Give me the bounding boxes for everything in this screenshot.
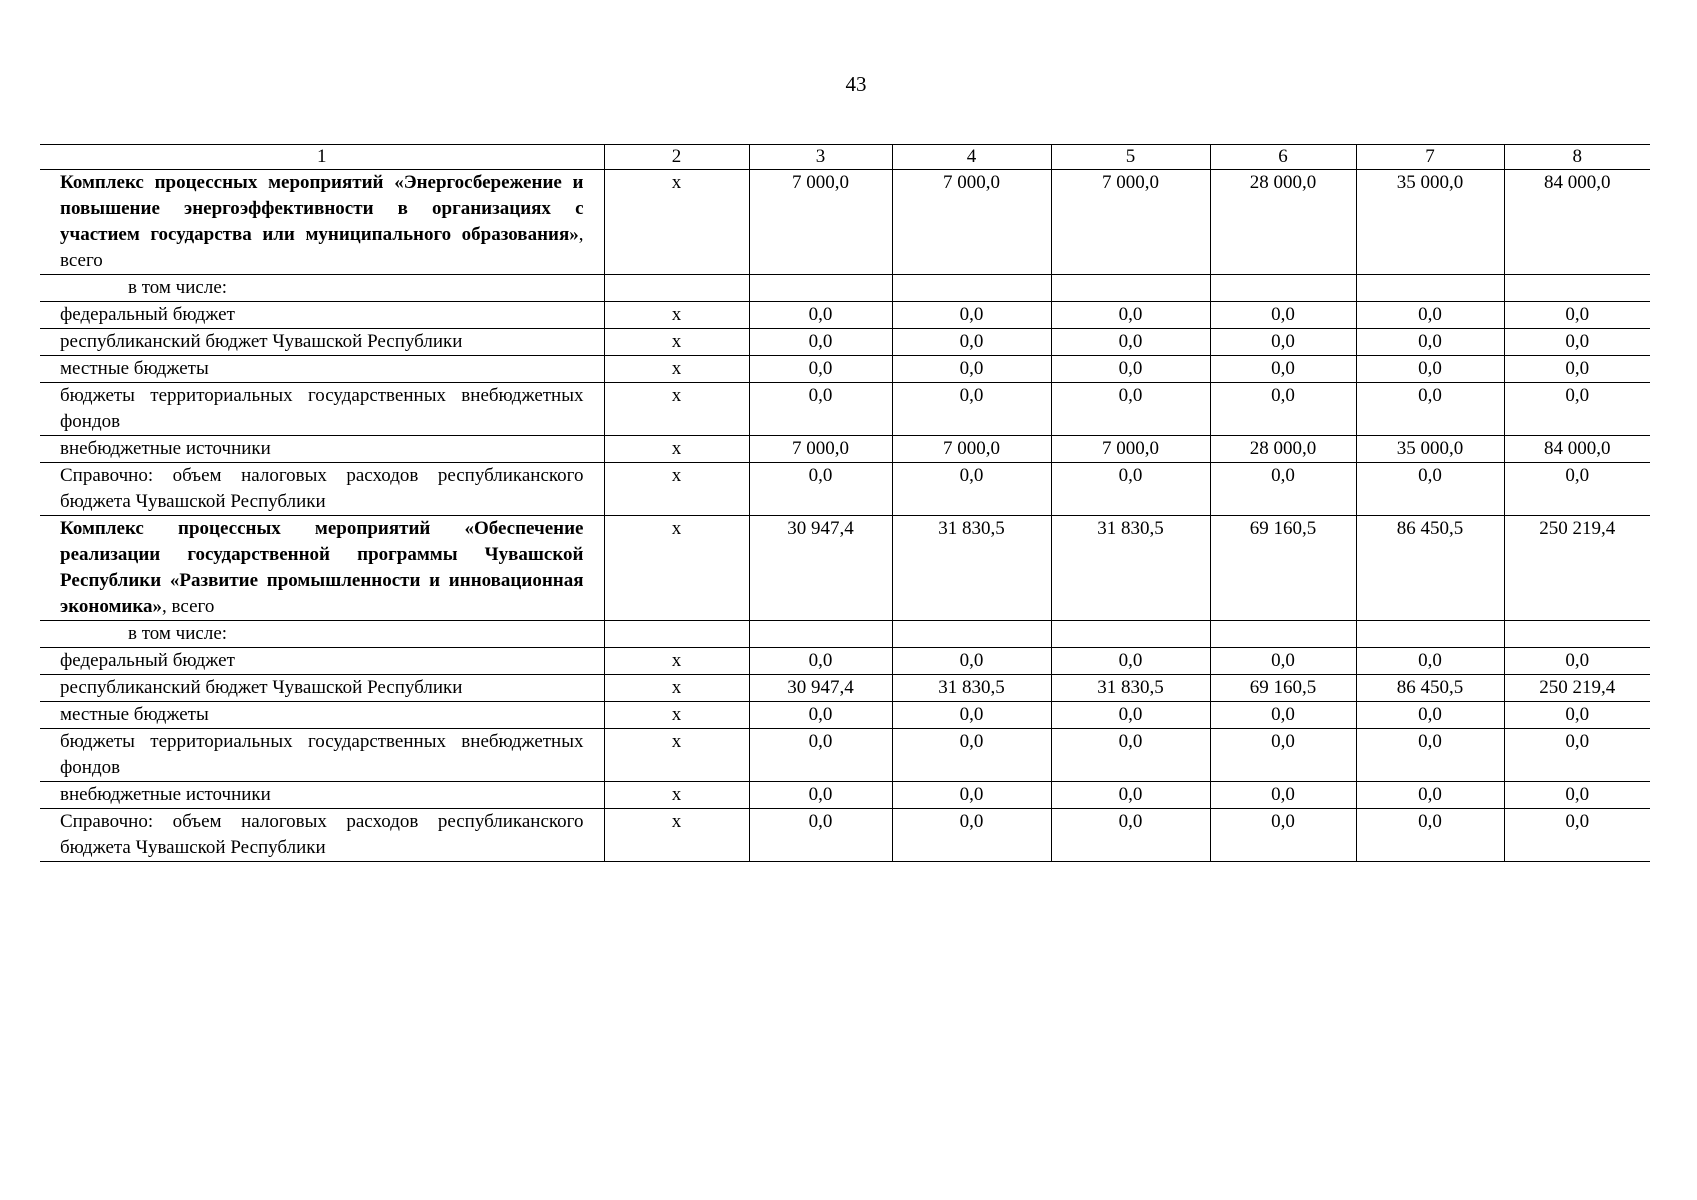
cell-value [749, 621, 892, 648]
column-header: 4 [892, 145, 1051, 170]
cell-value: 7 000,0 [892, 436, 1051, 463]
cell-value: 0,0 [892, 302, 1051, 329]
row-label [40, 329, 604, 356]
cell-value: 0,0 [892, 782, 1051, 809]
cell-value: 0,0 [1356, 702, 1504, 729]
cell-value [1051, 275, 1210, 302]
cell-value: 0,0 [1210, 356, 1356, 383]
row-label-suffix: , всего [162, 596, 215, 617]
column-header: 5 [1051, 145, 1210, 170]
cell-column-2 [604, 621, 749, 648]
cell-value [892, 621, 1051, 648]
row-label-text: Справочно: объем налоговых расходов республиканского бюджета Чувашской Республики [60, 465, 584, 512]
cell-column-2 [604, 275, 749, 302]
table-row [40, 516, 1650, 621]
table-row [40, 302, 1650, 329]
cell-value: 0,0 [749, 809, 892, 862]
cell-value: 0,0 [749, 302, 892, 329]
cell-value: 0,0 [1051, 809, 1210, 862]
cell-value: 0,0 [1051, 329, 1210, 356]
cell-value: 0,0 [1504, 809, 1650, 862]
cell-value: 0,0 [1051, 648, 1210, 675]
row-label [40, 702, 604, 729]
cell-column-2: х [604, 702, 749, 729]
cell-value: 0,0 [892, 356, 1051, 383]
cell-value: 7 000,0 [892, 170, 1051, 275]
cell-value: 86 450,5 [1356, 516, 1504, 621]
table-row [40, 782, 1650, 809]
row-label [40, 275, 604, 302]
cell-value [1356, 621, 1504, 648]
row-label [40, 170, 604, 275]
cell-column-2: х [604, 329, 749, 356]
cell-value: 0,0 [1356, 383, 1504, 436]
row-label [40, 809, 604, 862]
column-header: 7 [1356, 145, 1504, 170]
column-number-header-row [40, 145, 1650, 170]
row-label-text: республиканский бюджет Чувашской Республики [60, 331, 463, 352]
cell-value: 0,0 [749, 729, 892, 782]
cell-value: 84 000,0 [1504, 436, 1650, 463]
cell-value: 0,0 [1210, 729, 1356, 782]
cell-value: 0,0 [1504, 729, 1650, 782]
cell-value: 86 450,5 [1356, 675, 1504, 702]
row-label [40, 648, 604, 675]
column-header: 2 [604, 145, 749, 170]
row-label [40, 302, 604, 329]
cell-value: 0,0 [1504, 782, 1650, 809]
table-row [40, 329, 1650, 356]
row-label-suffix: , всего [60, 224, 584, 271]
cell-value [1210, 621, 1356, 648]
cell-value: 7 000,0 [1051, 436, 1210, 463]
cell-value [1504, 275, 1650, 302]
cell-value: 28 000,0 [1210, 436, 1356, 463]
column-header: 1 [40, 145, 604, 170]
cell-column-2: х [604, 436, 749, 463]
row-label [40, 782, 604, 809]
table-row [40, 383, 1650, 436]
column-header: 8 [1504, 145, 1650, 170]
cell-column-2: х [604, 729, 749, 782]
cell-value: 30 947,4 [749, 675, 892, 702]
cell-value: 0,0 [1356, 329, 1504, 356]
row-label [40, 356, 604, 383]
row-label-text: бюджеты территориальных государственных внебюджетных фондов [60, 385, 584, 432]
cell-value: 31 830,5 [892, 516, 1051, 621]
row-label [40, 729, 604, 782]
cell-value: 31 830,5 [892, 675, 1051, 702]
cell-value: 69 160,5 [1210, 516, 1356, 621]
cell-value: 0,0 [892, 383, 1051, 436]
row-label [40, 383, 604, 436]
row-label-text: республиканский бюджет Чувашской Республики [60, 677, 463, 698]
table-row [40, 170, 1650, 275]
cell-value: 0,0 [1051, 702, 1210, 729]
cell-value: 0,0 [1210, 383, 1356, 436]
row-label-text: федеральный бюджет [60, 650, 235, 671]
cell-value [749, 275, 892, 302]
cell-value: 0,0 [1356, 302, 1504, 329]
cell-value: 0,0 [749, 782, 892, 809]
cell-value [1210, 275, 1356, 302]
cell-value: 0,0 [1356, 782, 1504, 809]
cell-column-2: х [604, 383, 749, 436]
row-label-text: бюджеты территориальных государственных внебюджетных фондов [60, 731, 584, 778]
cell-value: 31 830,5 [1051, 516, 1210, 621]
cell-value: 0,0 [1210, 329, 1356, 356]
cell-value: 0,0 [749, 463, 892, 516]
cell-column-2: х [604, 516, 749, 621]
cell-value: 0,0 [1210, 809, 1356, 862]
cell-value: 0,0 [1210, 702, 1356, 729]
cell-value: 0,0 [1051, 302, 1210, 329]
cell-value: 0,0 [892, 809, 1051, 862]
cell-value: 0,0 [1504, 329, 1650, 356]
cell-value: 0,0 [1210, 463, 1356, 516]
cell-value [1504, 621, 1650, 648]
cell-value [1356, 275, 1504, 302]
budget-table [40, 144, 1650, 862]
table-row [40, 648, 1650, 675]
cell-value: 0,0 [892, 729, 1051, 782]
cell-value: 250 219,4 [1504, 675, 1650, 702]
cell-value: 0,0 [1210, 648, 1356, 675]
row-label [40, 463, 604, 516]
cell-column-2: х [604, 675, 749, 702]
cell-value: 0,0 [1504, 356, 1650, 383]
cell-column-2: х [604, 463, 749, 516]
row-label-text: федеральный бюджет [60, 304, 235, 325]
table-row [40, 675, 1650, 702]
table-row [40, 702, 1650, 729]
row-label-bold: Комплекс процессных мероприятий «Обеспечение реализации государственной программы Чувашской Республики «Развитие промышленности и инновационная экономика» [60, 518, 584, 617]
table-row [40, 356, 1650, 383]
row-label [40, 436, 604, 463]
cell-value: 0,0 [892, 702, 1051, 729]
cell-value: 7 000,0 [749, 170, 892, 275]
cell-value: 0,0 [1504, 463, 1650, 516]
cell-value: 0,0 [1210, 782, 1356, 809]
cell-value: 0,0 [1504, 302, 1650, 329]
row-label-text: Справочно: объем налоговых расходов республиканского бюджета Чувашской Республики [60, 811, 584, 858]
cell-value: 0,0 [892, 463, 1051, 516]
cell-value: 0,0 [1051, 383, 1210, 436]
table-row [40, 809, 1650, 862]
row-label-text: в том числе: [128, 277, 228, 298]
cell-value: 0,0 [1504, 383, 1650, 436]
cell-column-2: х [604, 648, 749, 675]
cell-value [1051, 621, 1210, 648]
cell-value [892, 275, 1051, 302]
cell-value: 0,0 [1356, 729, 1504, 782]
cell-value: 0,0 [1051, 356, 1210, 383]
row-label-text: местные бюджеты [60, 704, 209, 725]
cell-column-2: х [604, 782, 749, 809]
cell-value: 0,0 [892, 329, 1051, 356]
table-row [40, 621, 1650, 648]
row-label [40, 621, 604, 648]
row-label-bold: Комплекс процессных мероприятий «Энергосбережение и повышение энергоэффективности в организациях с участием государства или муниципального образования» [60, 172, 584, 245]
cell-value: 0,0 [1051, 782, 1210, 809]
cell-value: 31 830,5 [1051, 675, 1210, 702]
cell-value: 0,0 [1356, 809, 1504, 862]
row-label-text: в том числе: [128, 623, 228, 644]
cell-value: 0,0 [892, 648, 1051, 675]
cell-value: 30 947,4 [749, 516, 892, 621]
cell-value: 0,0 [1504, 648, 1650, 675]
cell-value: 7 000,0 [1051, 170, 1210, 275]
cell-value: 250 219,4 [1504, 516, 1650, 621]
cell-value: 0,0 [1051, 729, 1210, 782]
page-number: 43 [845, 72, 867, 96]
cell-column-2: х [604, 302, 749, 329]
column-header: 6 [1210, 145, 1356, 170]
column-header: 3 [749, 145, 892, 170]
cell-column-2: х [604, 356, 749, 383]
cell-column-2: х [604, 170, 749, 275]
table-row [40, 463, 1650, 516]
cell-value: 0,0 [1210, 302, 1356, 329]
table-row [40, 275, 1650, 302]
cell-value: 84 000,0 [1504, 170, 1650, 275]
row-label-text: местные бюджеты [60, 358, 209, 379]
cell-column-2: х [604, 809, 749, 862]
cell-value: 0,0 [1356, 648, 1504, 675]
row-label-text: внебюджетные источники [60, 784, 271, 805]
cell-value: 0,0 [749, 648, 892, 675]
table-row [40, 436, 1650, 463]
cell-value: 28 000,0 [1210, 170, 1356, 275]
cell-value: 0,0 [749, 383, 892, 436]
cell-value: 0,0 [1051, 463, 1210, 516]
row-label-text: внебюджетные источники [60, 438, 271, 459]
cell-value: 0,0 [1356, 356, 1504, 383]
cell-value: 0,0 [1356, 463, 1504, 516]
cell-value: 69 160,5 [1210, 675, 1356, 702]
cell-value: 35 000,0 [1356, 170, 1504, 275]
cell-value: 0,0 [749, 702, 892, 729]
cell-value: 35 000,0 [1356, 436, 1504, 463]
cell-value: 7 000,0 [749, 436, 892, 463]
cell-value: 0,0 [749, 356, 892, 383]
row-label [40, 675, 604, 702]
row-label [40, 516, 604, 621]
table-row [40, 729, 1650, 782]
cell-value: 0,0 [1504, 702, 1650, 729]
cell-value: 0,0 [749, 329, 892, 356]
